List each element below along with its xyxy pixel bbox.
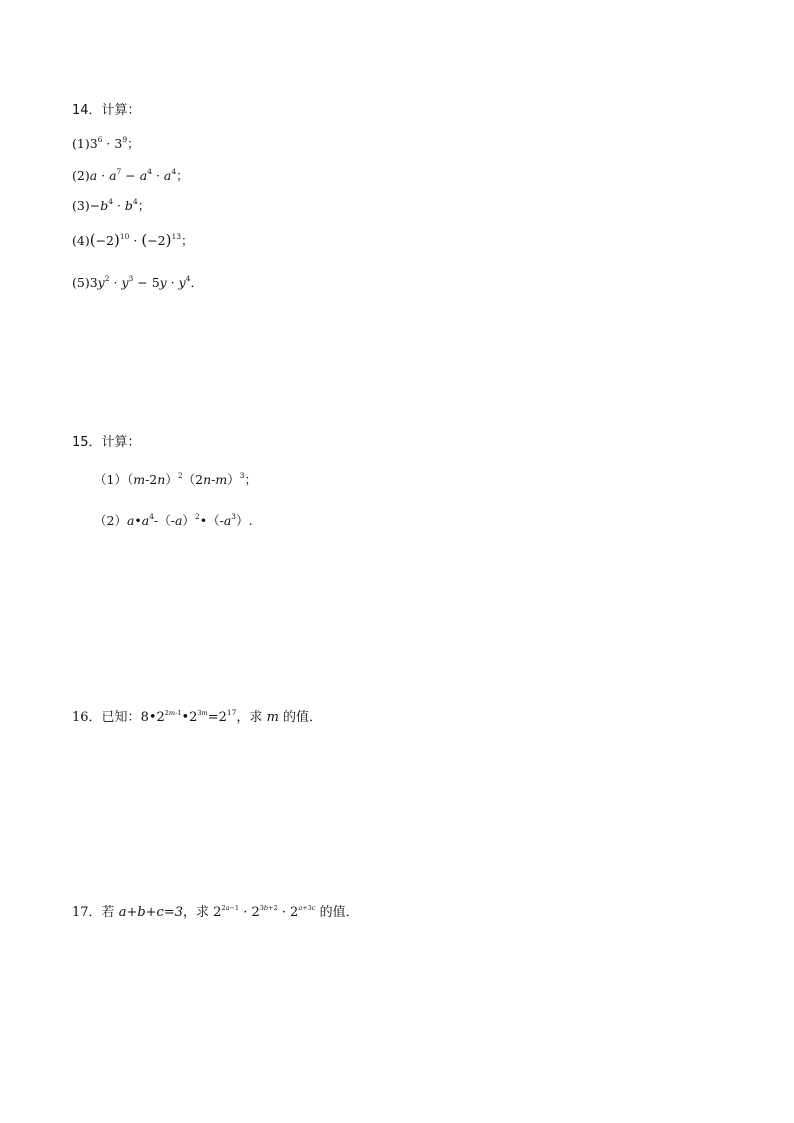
q16-prefix: 已知： bbox=[101, 710, 141, 725]
q14-item-3: $(3)-b^4 \cdot b^4$； bbox=[72, 197, 151, 213]
q14-item-3-tail: ； bbox=[137, 198, 151, 213]
q16-suffix-a: ，求 bbox=[236, 710, 263, 725]
q14-item-5: $(5)3y^2 \cdot y^3 - 5y \cdot y^4$． bbox=[72, 274, 203, 290]
q14-item-3-label: (3) bbox=[72, 198, 90, 213]
q17-mid: ，求 bbox=[183, 905, 210, 920]
q15-heading bbox=[72, 435, 141, 451]
q16-var: m bbox=[266, 710, 279, 725]
q14-heading-text: 计算： bbox=[101, 103, 141, 118]
q14-item-2-tail: ； bbox=[176, 168, 189, 183]
q14-item-5-label: (5) bbox=[72, 275, 90, 290]
q17-suffix: 的值． bbox=[319, 905, 359, 920]
q14-item-2-label: (2) bbox=[72, 168, 90, 183]
q14-number: 14． bbox=[72, 103, 102, 118]
q14-heading bbox=[72, 103, 141, 119]
q15-item-2-label: （2） bbox=[94, 513, 127, 528]
q17-prefix: 若 bbox=[101, 905, 115, 920]
q17-condition: a+b+c=3 bbox=[118, 905, 184, 920]
q14-item-4: $(4)(-2)^{10} \cdot (-2)^{13}$； bbox=[72, 231, 194, 249]
q15-item-1-label: （1） bbox=[94, 472, 127, 487]
q16-number: 16． bbox=[72, 710, 102, 725]
q16-text: 16．已知：$8•2^{2m-1}•2^{3m}=2^{17}$，求 m 的值． bbox=[72, 708, 323, 725]
q15-item-2: $(2)a•a^4-(-a)^2•(-a^3)$. bbox=[94, 512, 253, 528]
q14-item-1: $(1)3^6 \cdot 3^9$； bbox=[72, 135, 140, 151]
q15-heading-text: 计算： bbox=[101, 435, 141, 450]
q15-item-1: $(1)(m-2n)^2(2n-m)^3$； bbox=[94, 471, 258, 487]
q14-item-1-tail: ； bbox=[127, 136, 140, 151]
q17-text: 17．若 a+b+c=3，求 $2^{2a-1} \cdot 2^{3b+2} \cdot 2^{a+3c}$ 的值． bbox=[72, 904, 359, 920]
q15-item-2-tail: . bbox=[248, 513, 253, 528]
q15-item-1-tail: ； bbox=[244, 472, 258, 487]
q14-item-5-tail: ． bbox=[190, 275, 203, 290]
q14-item-2: $(2)a \cdot a^7 - a^4 \cdot a^4$； bbox=[72, 167, 189, 183]
q17-number: 17． bbox=[72, 905, 102, 920]
q16-suffix-b: 的值． bbox=[283, 710, 323, 725]
q14-item-4-label: (4) bbox=[72, 233, 90, 248]
q14-item-1-label: (1) bbox=[72, 136, 90, 151]
q15-number: 15． bbox=[72, 435, 102, 450]
q14-item-4-tail: ； bbox=[181, 233, 194, 248]
